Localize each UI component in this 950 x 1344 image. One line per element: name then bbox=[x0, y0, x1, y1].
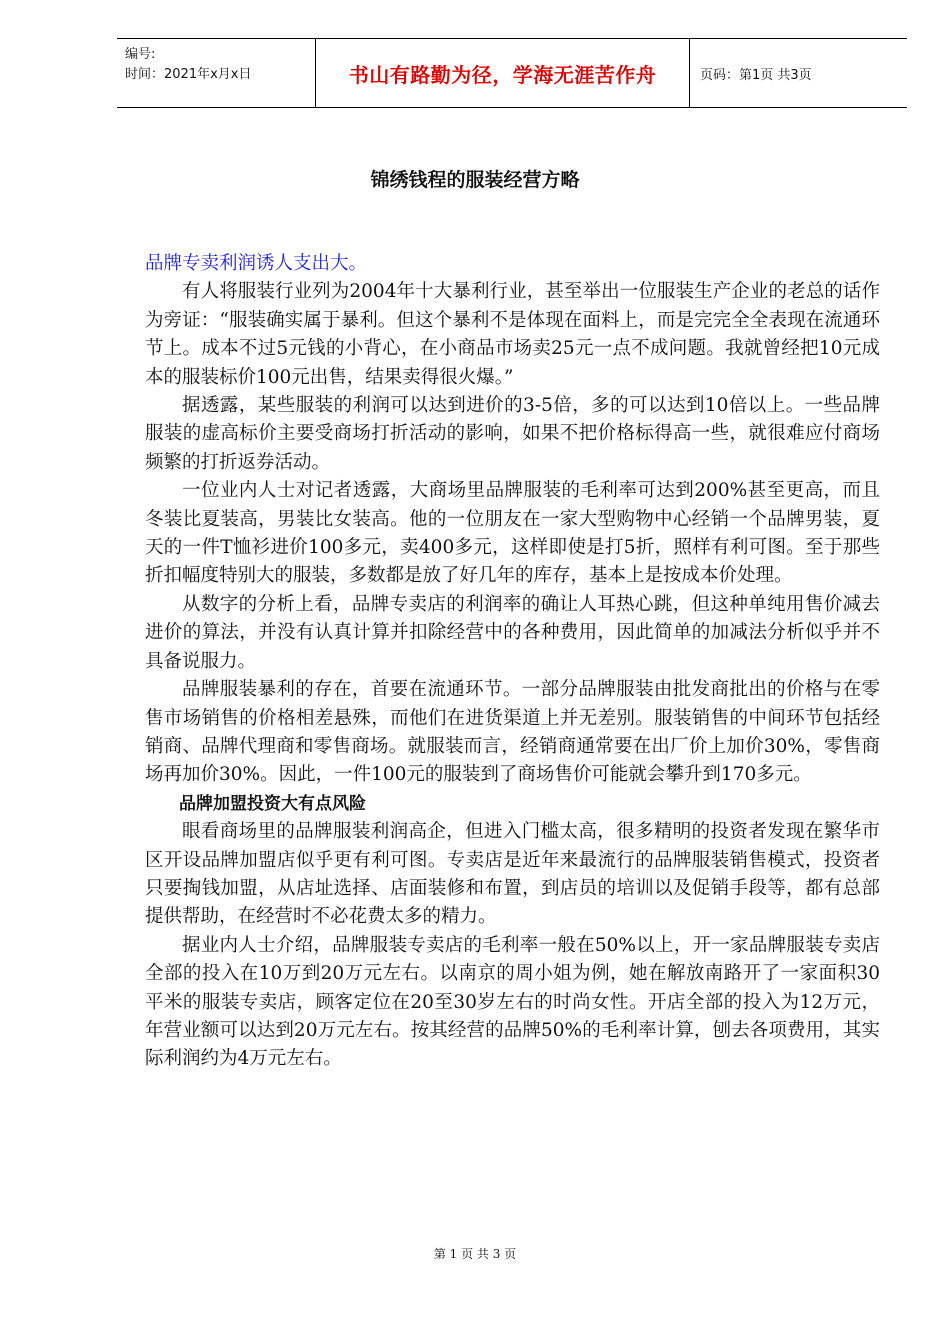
time-label: 时间：2021年x月x日 bbox=[125, 67, 252, 82]
header-motto-cell bbox=[315, 39, 690, 107]
paragraph-2: 据透露，某些服装的利润可以达到进价的3-5倍，多的可以达到10倍以上。一些品牌服装的虚高标价主要受商场打折活动的影响，如果不把价格标得高一些，就很难应付商场频繁的打折返券活动。 bbox=[145, 395, 880, 473]
section-heading-2: 品牌加盟投资大有点风险 bbox=[179, 793, 366, 814]
paragraph-1: 有人将服装行业列为2004年十大暴利行业，甚至举出一位服装生产企业的老总的话作为旁证：“服装确实属于暴利。但这个暴利不是体现在面料上，而是完完全全表现在流通环节上。成本不过5元钱的小背心，在小商品市场卖25元一点不成问题。我就曾经把10元成本的服装标价100元出售，结果卖得很火爆。” bbox=[145, 281, 880, 388]
paragraph-5: 品牌服装暴利的存在，首要在流通环节。一部分品牌服装由批发商批出的价格与在零售市场销售的价格相差悬殊，而他们在进货渠道上并无差别。服装销售的中间环节包括经销商、品牌代理商和零售商场。就服装而言，经销商通常要在出厂价上加价30%，零售商场再加价30%。因此，一件100元的服装到了商场售价可能就会攀升到170多元。 bbox=[145, 679, 880, 786]
document-body bbox=[145, 250, 880, 1074]
section-heading-1: 品牌专卖利润诱人支出大。 bbox=[145, 253, 368, 274]
number-label: 编号: bbox=[125, 47, 156, 62]
header-meta bbox=[117, 39, 315, 107]
paragraph-6: 眼看商场里的品牌服装利润高企，但进入门槛太高，很多精明的投资者发现在繁华市区开设品牌加盟店似乎更有利可图。专卖店是近年来最流行的品牌服装销售模式，投资者只要掏钱加盟，从店址选择、店面装修和布置，到店员的培训以及促销手段等，都有总部提供帮助，在经营时不必花费太多的精力。 bbox=[145, 821, 880, 928]
motto-text: 书山有路勤为径，学海无涯苦作舟 bbox=[348, 62, 657, 87]
paragraph-4: 从数字的分析上看，品牌专卖店的利润率的确让人耳热心跳，但这种单纯用售价减去进价的算法，并没有认真计算并扣除经营中的各种费用，因此简单的加减法分析似乎并不具备说服力。 bbox=[145, 593, 880, 672]
document-title: 锦绣钱程的服装经营方略 bbox=[370, 169, 580, 191]
paragraph-3: 一位业内人士对记者透露，大商场里品牌服装的毛利率可达到200%甚至更高，而且冬装比夏装高，男装比女装高。他的一位朋友在一家大型购物中心经销一个品牌男装，夏天的一件T恤衫进价100多元，卖400多元，这样即使是打5折，照样有利可图。至于那些折扣幅度特别大的服装，多数都是放了好几年的库存，基本上是按成本价处理。 bbox=[145, 480, 880, 587]
page-info: 页码：第1页 共3页 bbox=[700, 67, 812, 83]
header-table bbox=[117, 38, 907, 108]
page-footer: 第 1 页 共 3 页 bbox=[433, 1247, 517, 1261]
paragraph-7: 据业内人士介绍，品牌服装专卖店的毛利率一般在50%以上，开一家品牌服装专卖店全部的投入在10万到20万元左右。以南京的周小姐为例，她在解放南路开了一家面积30平米的服装专卖店，顾客定位在20至30岁左右的时尚女性。开店全部的投入为12万元，年营业额可以达到20万元左右。按其经营的品牌50%的毛利率计算，刨去各项费用，其实际利润约为4万元左右。 bbox=[145, 934, 880, 1070]
header-page-cell bbox=[690, 39, 907, 107]
